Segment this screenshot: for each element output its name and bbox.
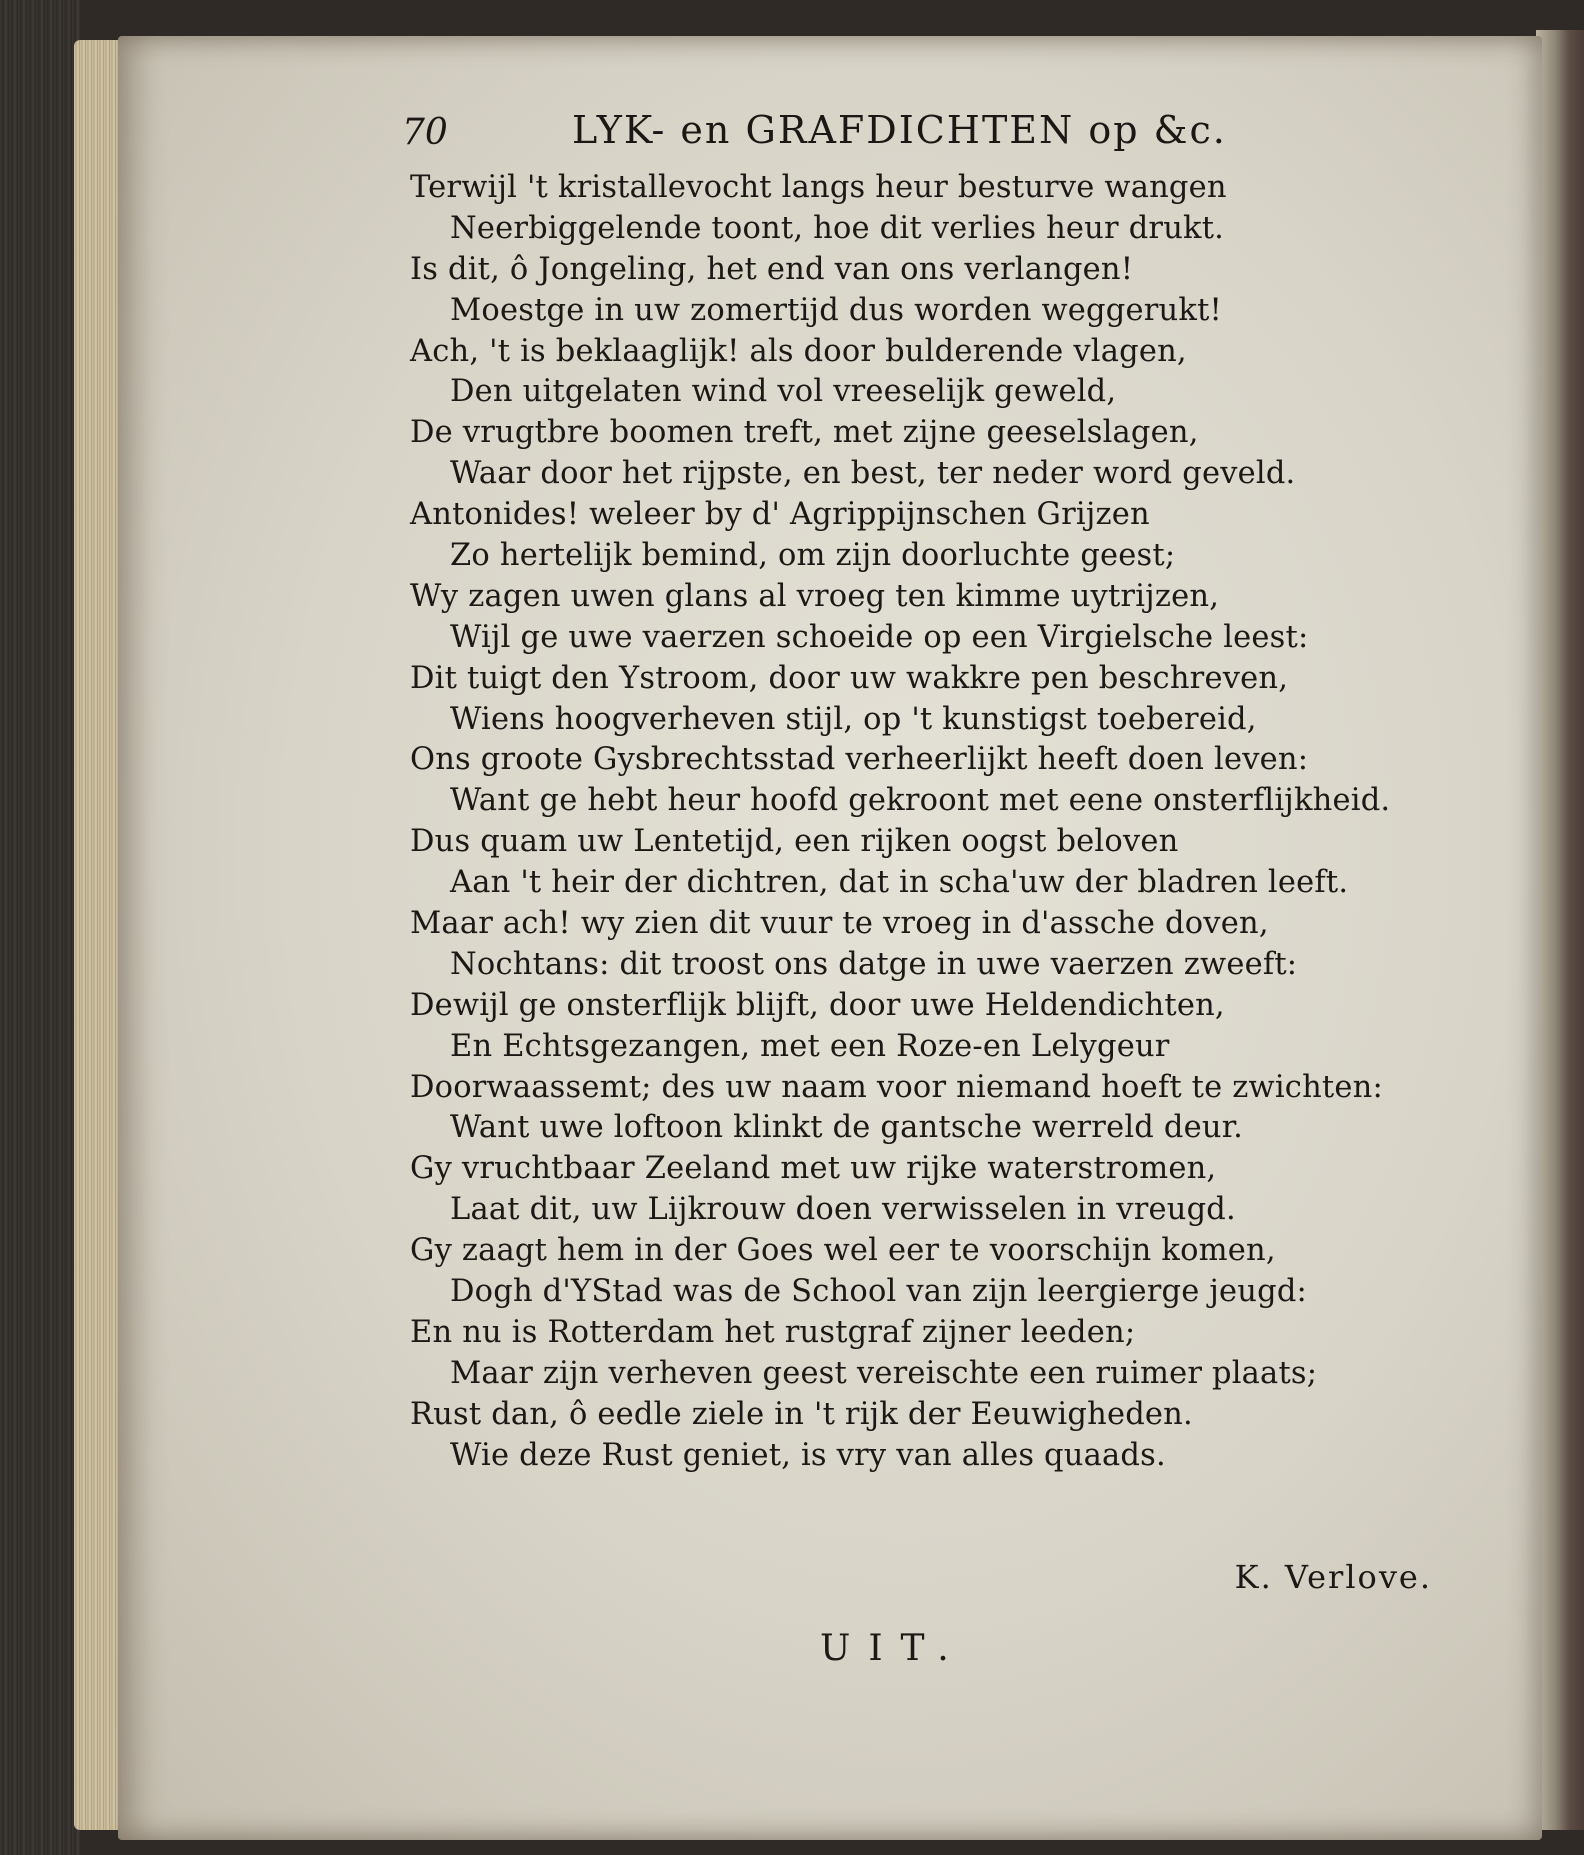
poem-line: Dogh d'YStad was de School van zijn leergierge jeugd: xyxy=(450,1274,1308,1310)
poem-text xyxy=(410,168,1440,1477)
poem-line: Gy vruchtbaar Zeeland met uw rijke waterstromen, xyxy=(410,1151,1217,1187)
facing-page-edge xyxy=(1536,30,1584,1830)
running-title: LYK- en GRAFDICHTEN op &c. xyxy=(572,108,1227,152)
page-number: 70 xyxy=(402,112,448,153)
poem-line: Ons groote Gysbrechtsstad verheerlijkt heeft doen leven: xyxy=(410,742,1309,778)
poem-line: Maar zijn verheven geest vereischte een ruimer plaats; xyxy=(450,1355,1318,1391)
poem-line: Dus quam uw Lentetijd, een rijken oogst beloven xyxy=(410,824,1179,860)
poem-line: Den uitgelaten wind vol vreeselijk geweld, xyxy=(450,374,1117,410)
poem-line: Is dit, ô Jongeling, het end van ons verlangen! xyxy=(410,251,1134,287)
poem-line: De vrugtbre boomen treft, met zijne geeselslagen, xyxy=(410,415,1199,451)
poem-line: Doorwaassemt; des uw naam voor niemand hoeft te zwichten: xyxy=(410,1069,1383,1105)
poem-line: Wy zagen uwen glans al vroeg ten kimme uytrijzen, xyxy=(410,578,1220,614)
poem-line: Terwijl 't kristallevocht langs heur besturve wangen xyxy=(410,170,1227,205)
poem-line: Nochtans: dit troost ons datge in uwe vaerzen zweeft: xyxy=(450,946,1298,982)
book-spine xyxy=(0,0,80,1855)
poem-line: Dewijl ge onsterflijk blijft, door uwe Heldendichten, xyxy=(410,987,1225,1023)
author-signature: K. Verlove. xyxy=(1234,1558,1432,1596)
poem-line: Wiens hoogverheven stijl, op 't kunstigst toebereid, xyxy=(450,701,1257,737)
poem-line: Zo hertelijk bemind, om zijn doorluchte geest; xyxy=(450,538,1176,574)
poem-line: En nu is Rotterdam het rustgraf zijner leeden; xyxy=(410,1314,1136,1350)
poem-line: Antonides! weleer by d' Agrippijnschen Grijzen xyxy=(410,497,1150,533)
poem-line: Rust dan, ô eedle ziele in 't rijk der Eeuwigheden. xyxy=(410,1396,1193,1432)
poem-line: Want ge hebt heur hoofd gekroont met eene onsterflijkheid. xyxy=(450,783,1391,819)
poem-line: Dit tuigt den Ystroom, door uw wakkre pen beschreven, xyxy=(410,660,1289,696)
poem-line: Laat dit, uw Lijkrouw doen verwisselen in vreugd. xyxy=(450,1192,1236,1228)
page-header xyxy=(402,108,1342,158)
poem-line: Moestge in uw zomertijd dus worden weggerukt! xyxy=(450,292,1222,328)
poem-line: Gy zaagt hem in der Goes wel eer te voorschijn komen, xyxy=(410,1233,1276,1269)
poem-line: Aan 't heir der dichtren, dat in scha'uw der bladren leeft. xyxy=(450,865,1349,901)
poem-line: Maar ach! wy zien dit vuur te vroeg in d'assche doven, xyxy=(410,906,1269,942)
poem-line: Wie deze Rust geniet, is vry van alles quaads. xyxy=(450,1437,1166,1473)
poem-line: Ach, 't is beklaaglijk! als door bulderende vlagen, xyxy=(410,333,1187,369)
poem-line: Waar door het rijpste, en best, ter neder word geveld. xyxy=(450,456,1296,492)
poem-line: Neerbiggelende toont, hoe dit verlies heur drukt. xyxy=(450,210,1225,246)
catchword: UIT. xyxy=(820,1628,967,1669)
poem-line: Wijl ge uwe vaerzen schoeide op een Virgielsche leest: xyxy=(450,619,1309,655)
poem-line: Want uwe loftoon klinkt de gantsche werreld deur. xyxy=(450,1110,1244,1146)
poem-line: En Echtsgezangen, met een Roze-en Lelygeur xyxy=(450,1028,1170,1064)
